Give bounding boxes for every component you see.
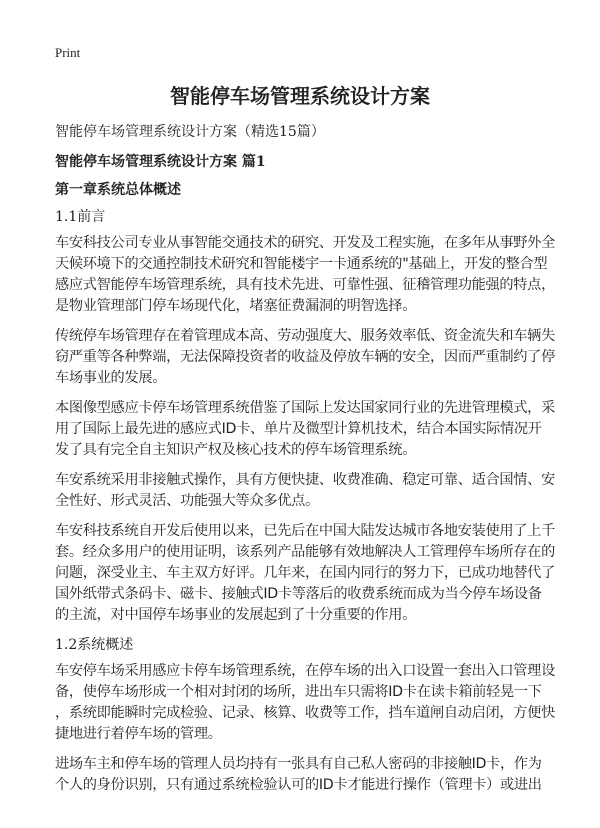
paragraph-line: 感应式智能停车场管理系统，具有技术先进、可靠性强、征稽管理功能强的特点， — [55, 277, 555, 293]
print-link[interactable]: Print — [55, 45, 81, 60]
paragraph-line: 本图像型感应卡停车场管理系统借鉴了国际上发达国家同行业的先进管理模式，采 — [55, 400, 555, 416]
paragraph-line: 车安科技公司专业从事智能交通技术的研究、开发及工程实施，在多年从事野外全 — [55, 235, 555, 251]
paragraph-line: 窃严重等各种弊端，无法保障投资者的收益及停放车辆的安全，因而严重制约了停 — [55, 349, 555, 365]
paragraph-line: 进场车主和停车场的管理人员均持有一张具有自己私人密码的非接触ID卡，作为 — [55, 756, 542, 772]
section-heading-1-2: 1.2系统概述 — [55, 637, 134, 653]
paragraph — [55, 398, 555, 461]
paragraph-line: 车安科技系统自开发后使用以来，已先后在中国大陆发达城市各地安装使用了上千 — [55, 523, 555, 539]
paragraph-line: 车场事业的发展。 — [55, 370, 167, 386]
article-heading: 智能停车场管理系统设计方案 篇1 — [55, 154, 266, 170]
document-body — [55, 207, 555, 805]
paragraph-line: 捷地进行着停车场的管理。 — [55, 726, 222, 742]
paragraph-line: 全性好、形式灵活、功能强大等众多优点。 — [55, 493, 319, 509]
paragraph — [55, 754, 555, 796]
paragraph-line: 用了国际上最先进的感应式ID卡、单片及微型计算机技术，结合本国实际情况开 — [55, 421, 542, 437]
paragraph-line: 天候环境下的交通控制技术研究和智能楼宇一卡通系统的"基础上，开发的整合型 — [55, 256, 548, 272]
paragraph-line: ，系统即能瞬时完成检验、记录、核算、收费等工作，挡车道闸自动启闭，方便快 — [55, 705, 555, 721]
paragraph-line: 传统停车场管理存在着管理成本高、劳动强度大、服务效率低、资金流失和车辆失 — [55, 328, 555, 344]
paragraph-line: 发了具有完全自主知识产权及核心技术的停车场管理系统。 — [55, 442, 417, 458]
document-subtitle: 智能停车场管理系统设计方案（精选15篇） — [55, 124, 325, 140]
paragraph-line: 国外纸带式条码卡、磁卡、接触式ID卡等落后的收费系统而成为当今停车场设备 — [55, 586, 542, 602]
paragraph-line: 问题，深受业主、车主双方好评。几年来，在国内同行的努力下，已成功地替代了 — [55, 565, 555, 581]
section-heading-1-1: 1.1前言 — [55, 209, 106, 225]
paragraph — [55, 521, 555, 626]
paragraph — [55, 326, 555, 389]
paragraph — [55, 661, 555, 745]
paragraph-line: 车安停车场采用感应卡停车场管理系统，在停车场的出入口设置一套出入口管理设 — [55, 663, 555, 679]
paragraph-line: 的主流，对中国停车场事业的发展起到了十分重要的作用。 — [55, 607, 417, 623]
chapter-heading: 第一章系统总体概述 — [55, 182, 181, 198]
paragraph-line: 套。经众多用户的使用证明，该系列产品能够有效地解决人工管理停车场所存在的 — [55, 544, 555, 560]
paragraph-line: 备，使停车场形成一个相对封闭的场所，进出车只需将ID卡在读卡箱前轻晃一下 — [55, 684, 542, 700]
paragraph-line: 车安系统采用非接触式操作，具有方便快捷、收费准确、稳定可靠、适合国情、安 — [55, 472, 555, 488]
paragraph — [55, 233, 555, 317]
document-title: 智能停车场管理系统设计方案 — [170, 84, 430, 108]
paragraph-line: 是物业管理部门停车场现代化，堵塞征费漏洞的明智选择。 — [55, 298, 417, 314]
paragraph — [55, 470, 555, 512]
paragraph-line: 个人的身份识别，只有通过系统检验认可的ID卡才能进行操作（管理卡）或进出 — [55, 777, 542, 793]
